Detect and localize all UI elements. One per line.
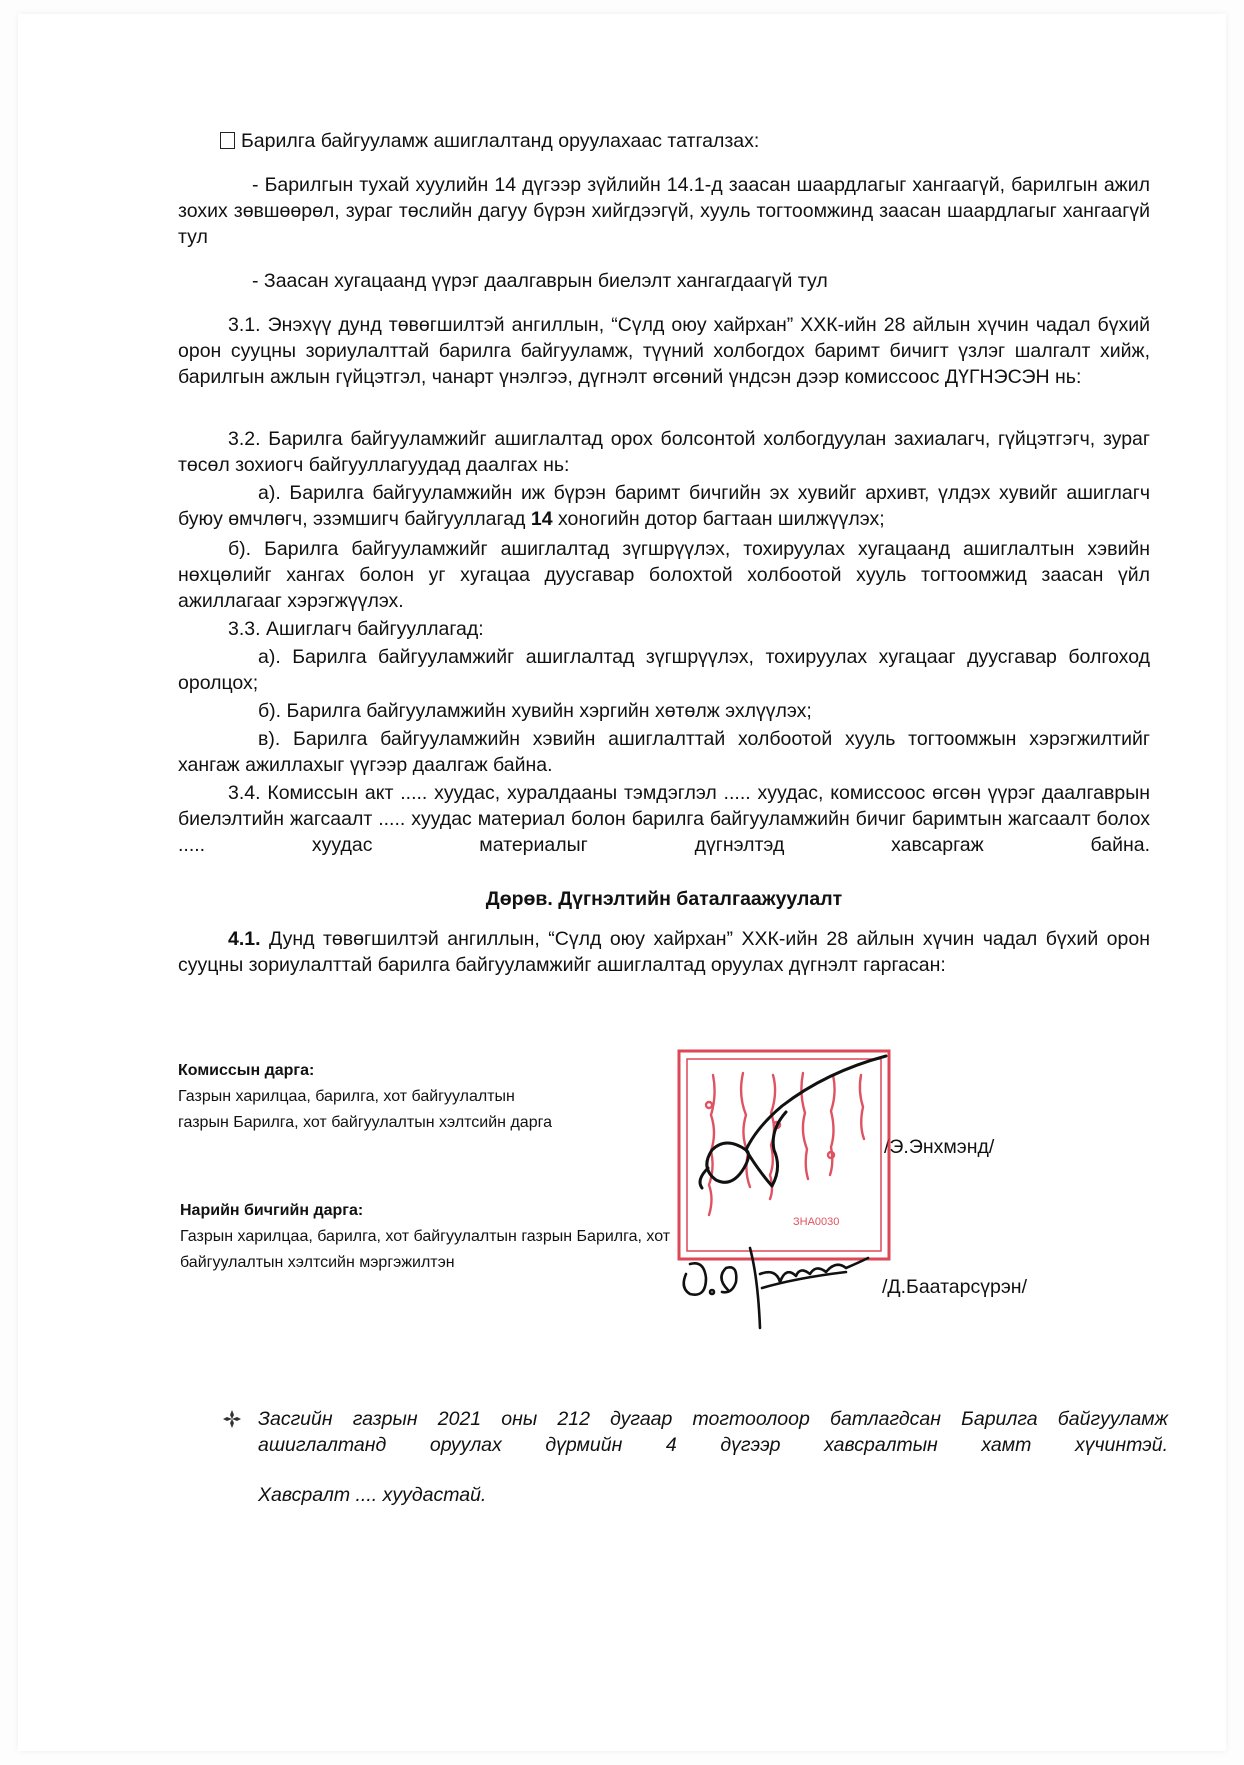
diamond-bullet-icon xyxy=(222,1410,242,1428)
para-4-1 xyxy=(178,926,1150,978)
secretary-title: Нарийн бичгийн дарга: xyxy=(180,1202,364,1219)
document-body xyxy=(178,128,1150,978)
para-3-2-a-days: 14 xyxy=(530,508,553,530)
chair-position: Газрын харилцаа, барилга, хот байгуулалтын газрын Барилга, хот байгуулалтын хэлтсийн дарга xyxy=(178,1088,552,1131)
para-3-2-b: б). Барилга байгууламжийг ашиглалтад зүгшрүүлэх, тохируулах хугацаанд ашиглалтын хэвийн нөхцөлийг хангах болон уг хугацаа дуусгавар болохтой холбоотой хууль тогтоомжид заасан үйл ажиллагааг хэрэгжүүлэх. xyxy=(178,538,1150,612)
signature-section xyxy=(178,1058,1150,1358)
validity-note: Засгийн газрын 2021 оны 212 дугаар тогтоолоор батлагдсан Барилга байгууламж ашиглалтанд оруулах дүрмийн 4 дүгээр хавсралтын хамт хүчинтэй. xyxy=(258,1408,1168,1456)
secretary-signature xyxy=(676,1238,876,1338)
secretary-name: /Д.Баатарсүрэн/ xyxy=(882,1276,1027,1298)
chair-name: /Э.Энхмэнд/ xyxy=(884,1136,995,1158)
chair-block xyxy=(178,1058,698,1136)
para-3-2-a-text: а). Барилга байгууламжийн иж бүрэн баримт бичгийн эх хувийг архивт, үлдэх хувийг ашиглагч буюу өмчлөгч, эзэмшигч байгууллагад xyxy=(178,482,1150,530)
stamp-number: ЗНА0030 xyxy=(793,1216,840,1228)
checkbox-icon xyxy=(220,132,235,149)
refuse-text: Барилга байгууламж ашиглалтанд оруулахаас татгалзах: xyxy=(241,130,760,152)
para-3-2-a xyxy=(178,480,1150,532)
para-3-1: 3.1. Энэхүү дунд төвөгшилтэй ангиллын, “Сүлд оюу хайрхан” ХХК-ийн 28 айлын хүчин чадал бүхий орон сууцны зориулалттай барилга байгууламж, түүний холбогдох баримт бичигт үзлэг шалгалт хийж, барилгын ажлын гүйцэтгэл, чанарт үнэлгээ, дүгнэлт өгсөний үндсэн дээр комиссоос ДҮГНЭСЭН нь: xyxy=(178,314,1150,388)
para-3-4: 3.4. Комиссын акт ..... хуудас, хуралдааны тэмдэглэл ..... хуудас, комиссоос өгсөн үүрэг даалгаврын биелэлтийн жагсаалт ..... хуудас материал болон барилга байгууламжийн бичиг баримтын жагсаалт болох ..... хуудас материалыг дүгнэлтэд хавсаргаж байна. xyxy=(178,782,1150,856)
para-3-3-a: а). Барилга байгууламжийг ашиглалтад зүгшрүүлэх, тохируулах хугацааг дуусгавар болгоход оролцох; xyxy=(178,646,1150,694)
chair-title: Комиссын дарга: xyxy=(178,1062,315,1079)
attachment-note: Хавсралт .... хуудастай. xyxy=(258,1484,487,1506)
para-3-3-b: б). Барилга байгууламжийн хувийн хэргийн хөтөлж эхлүүлэх; xyxy=(258,700,812,722)
para-4-1-text: Дунд төвөгшилтэй ангиллын, “Сүлд оюу хайрхан” ХХК-ийн 28 айлын хүчин чадал бүхий орон сууцны зориулалттай барилга байгууламжийг ашиглалтад оруулах дүгнэлт гаргасан: xyxy=(178,928,1150,976)
para-3-3-c: в). Барилга байгууламжийн хэвийн ашиглалттай холбоотой хууль тогтоомжын хэрэгжилтийг хангаж ажиллахыг үүгээр даалгаж байна. xyxy=(178,728,1150,776)
para-4-1-number: 4.1. xyxy=(228,928,261,950)
para-deadline: - Заасан хугацаанд үүрэг даалгаврын биелэлт хангагдаагүй тул xyxy=(252,270,828,292)
secretary-block xyxy=(180,1198,700,1276)
secretary-position: Газрын харилцаа, барилга, хот байгуулалтын газрын Барилга, хот байгуулалтын хэлтсийн мэргэжилтэн xyxy=(180,1228,671,1271)
para-3-2: 3.2. Барилга байгууламжийг ашиглалтад орох болсонтой холбогдуулан захиалагч, гүйцэтгэгч, зураг төсөл зохиогч байгууллагуудад даалгах нь: xyxy=(178,428,1150,476)
refuse-line xyxy=(220,128,1150,154)
chair-signature xyxy=(686,1050,906,1220)
para-3-2-a-tail: хоногийн дотор багтаан шилжүүлэх; xyxy=(552,508,885,530)
section-four-title: Дөрөв. Дүгнэлтийн баталгаажуулалт xyxy=(485,888,843,910)
para-law: - Барилгын тухай хуулийн 14 дүгээр зүйлийн 14.1-д заасан шаардлагыг хангаагүй, барилгын ажил зохих зөвшөөрөл, зураг төслийн дагуу бүрэн хийгдээгүй, хууль тогтоомжинд заасан шаардлагыг хангаагүй тул xyxy=(178,174,1150,248)
footer-note xyxy=(178,1406,1168,1508)
para-3-3: 3.3. Ашиглагч байгууллагад: xyxy=(228,618,484,640)
